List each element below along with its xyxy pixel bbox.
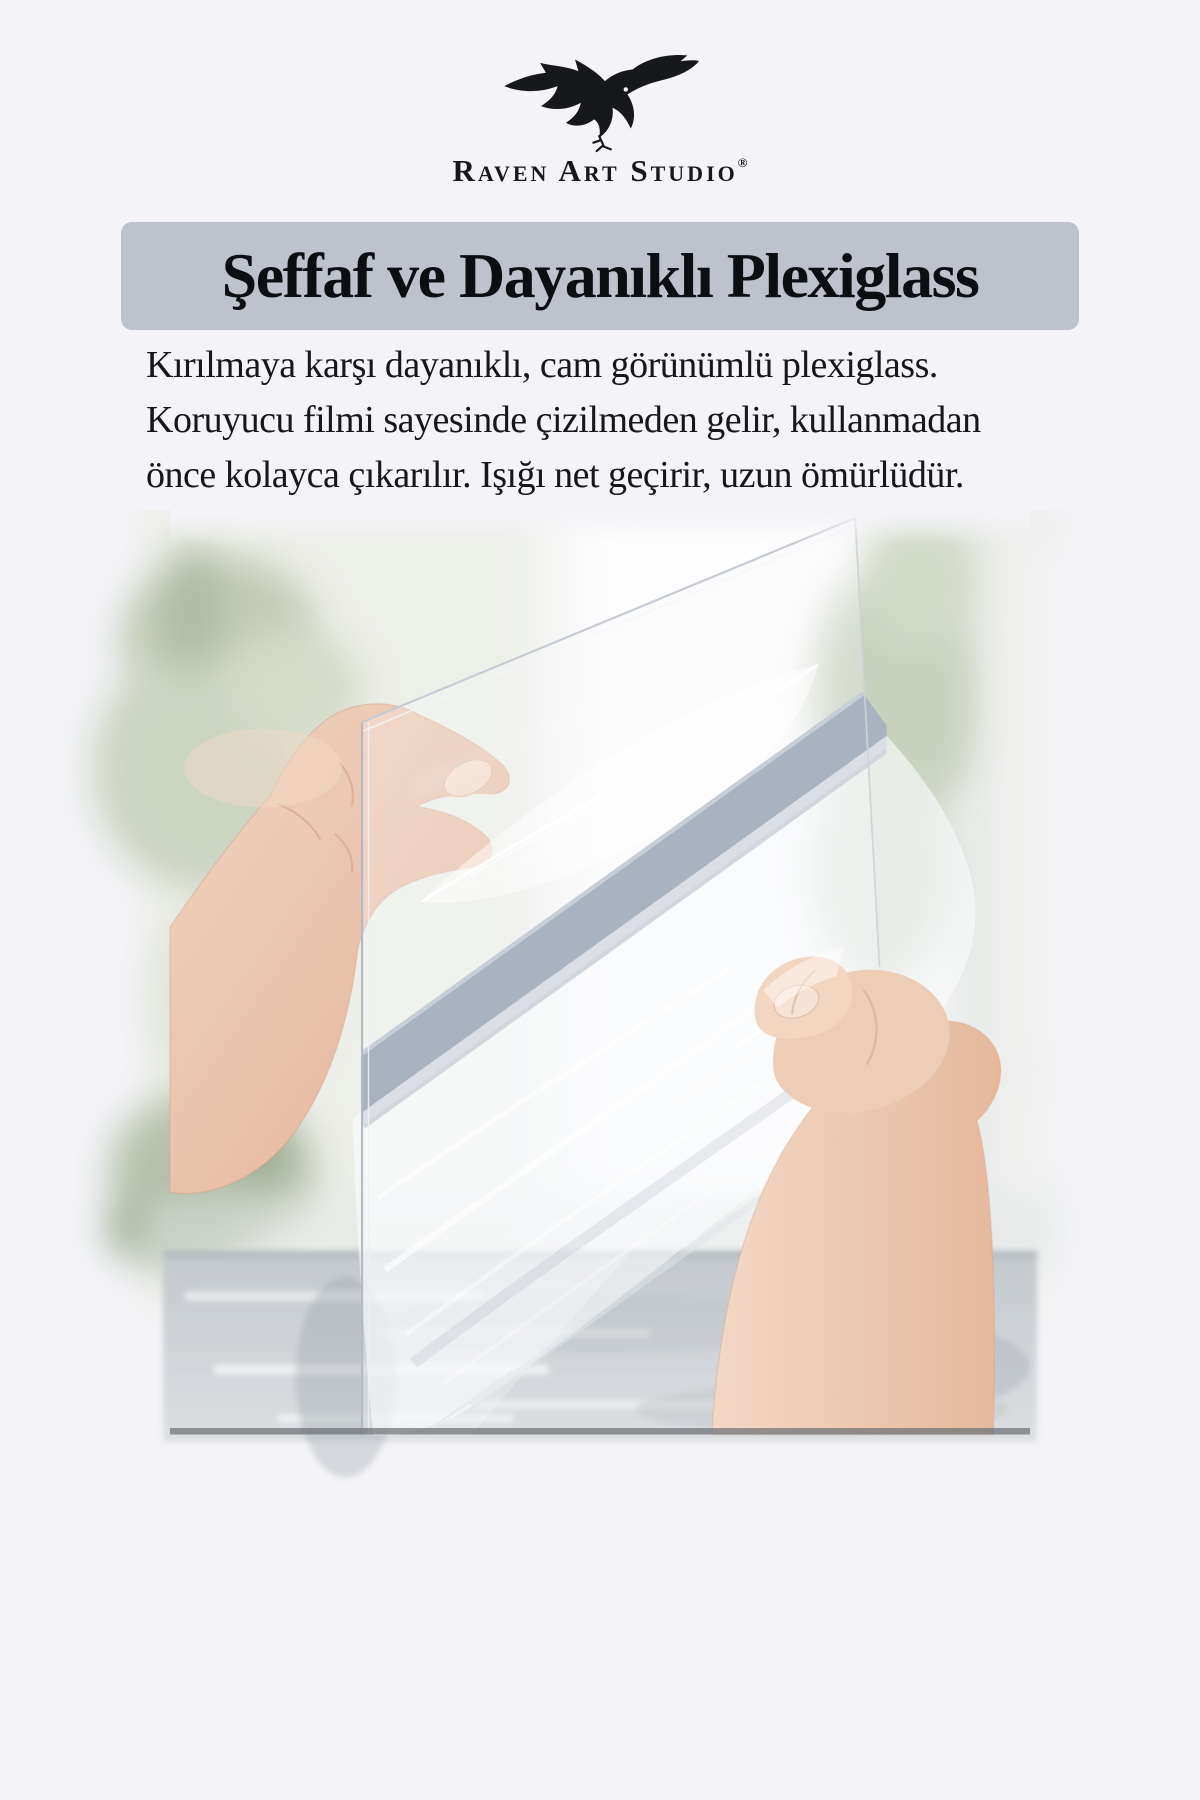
description-line: önce kolayca çıkarılır. Işığı net geçirir, uzun ömürlüdür. xyxy=(146,454,964,496)
brand-name-text: Raven Art Studio xyxy=(452,153,738,188)
raven-icon xyxy=(470,52,730,156)
title-banner xyxy=(121,222,1079,330)
page-title: Şeffaf ve Dayanıklı Plexiglass xyxy=(221,240,979,311)
registered-mark: ® xyxy=(737,155,748,170)
product-description xyxy=(146,338,1126,503)
photo-bottom-strip xyxy=(170,1428,1030,1434)
description-line: Koruyucu filmi sayesinde çizilmeden gelir, kullanmadan xyxy=(146,399,981,441)
description-line: Kırılmaya karşı dayanıklı, cam görünümlü plexiglass. xyxy=(146,344,938,386)
brand-name xyxy=(0,146,1200,188)
photo-top-fade xyxy=(170,510,1030,544)
product-photo xyxy=(0,510,1200,1800)
